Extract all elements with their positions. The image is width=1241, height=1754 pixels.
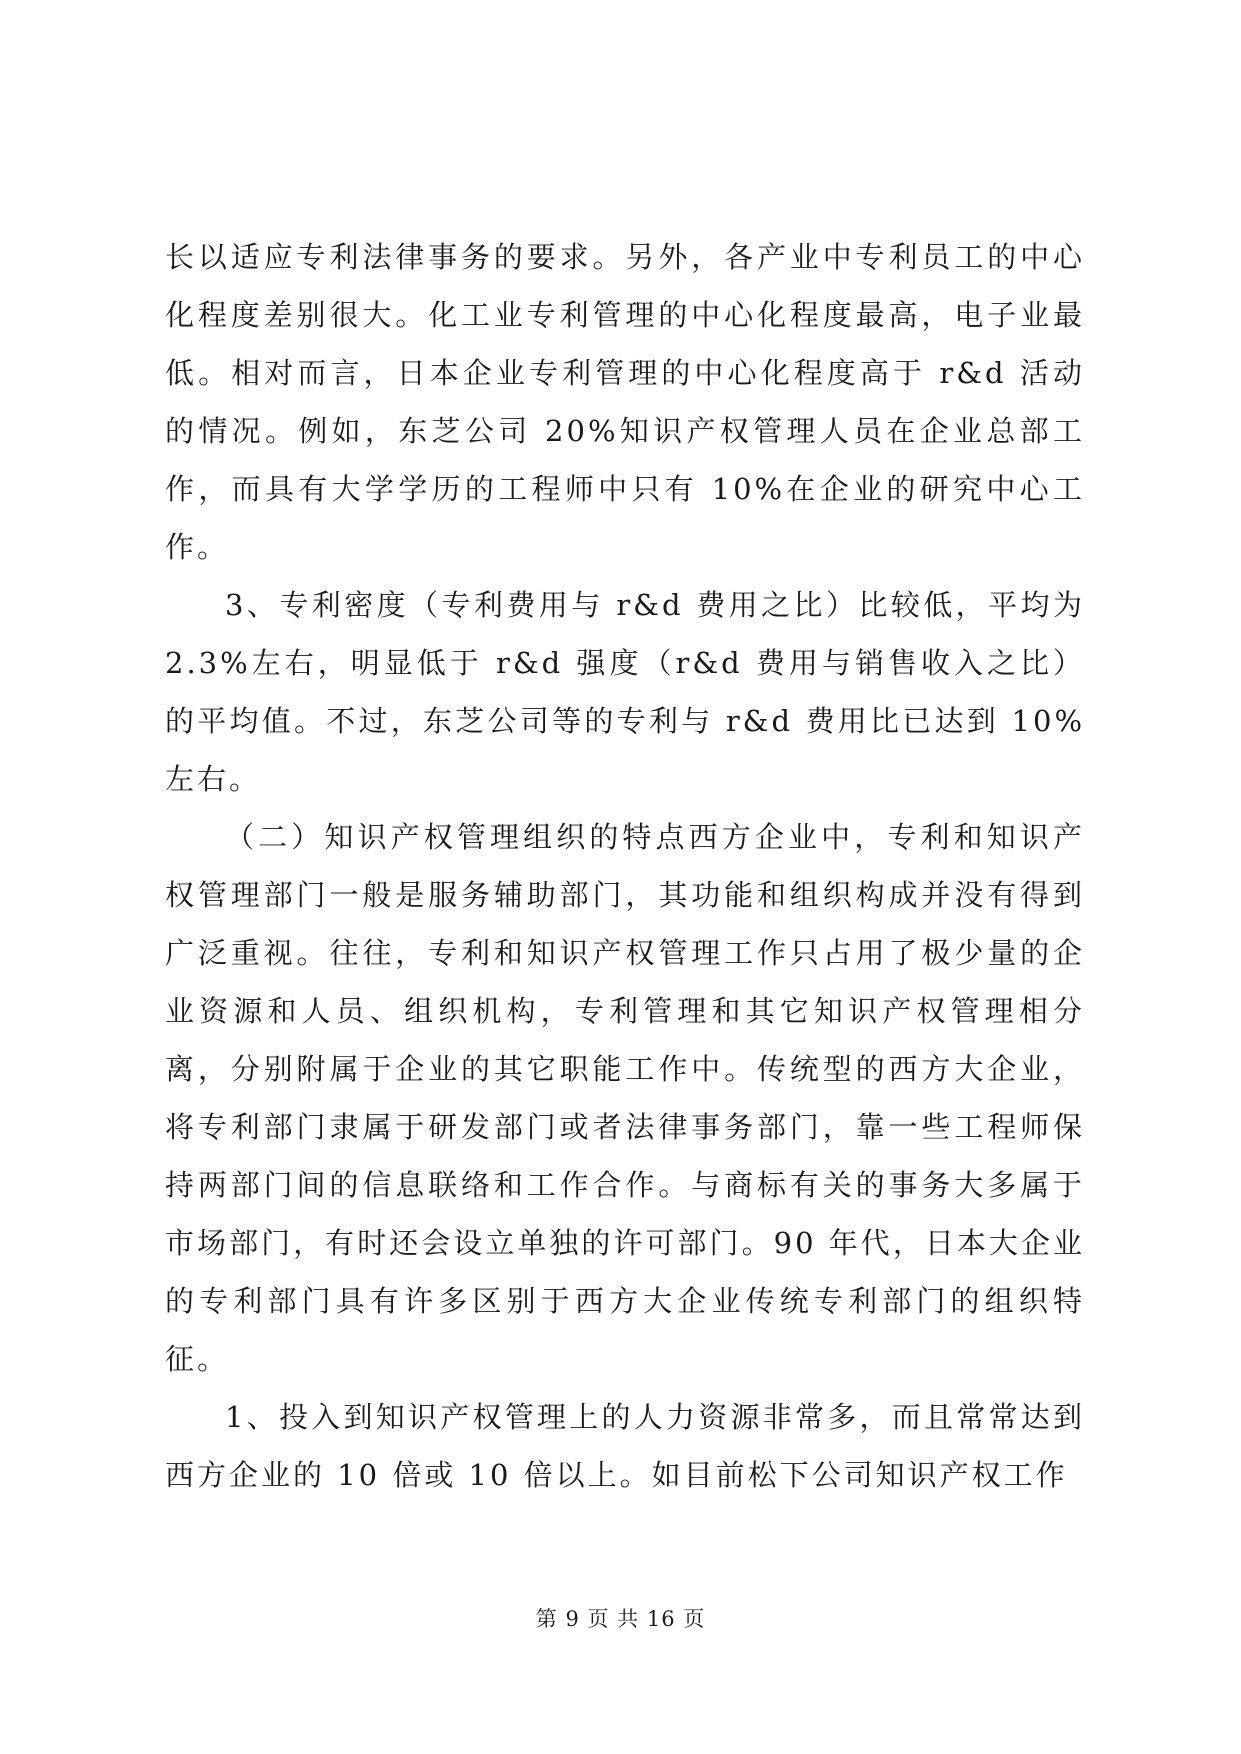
paragraph-ip-organization: （二）知识产权管理组织的特点西方企业中，专利和知识产权管理部门一般是服务辅助部门，其功能和组织构成并没有得到广泛重视。往往，专利和知识产权管理工作只占用了极少量的企业资源和人员、组织机构，专利管理和其它知识产权管理相分离，分别附属于企业的其它职能工作中。传统型的西方大企业，将专利部门隶属于研发部门或者法律事务部门，靠一些工程师保持两部门间的信息联络和工作合作。与商标有关的事务大多属于市场部门，有时还会设立单独的许可部门。90 年代，日本大企业的专利部门具有许多区别于西方大企业传统专利部门的组织特征。 bbox=[165, 820, 1085, 1376]
page-footer bbox=[0, 1604, 1241, 1634]
document-body bbox=[165, 228, 1085, 1504]
paragraph-continuation: 长以适应专利法律事务的要求。另外，各产业中专利员工的中心化程度差别很大。化工业专利管理的中心化程度最高，电子业最低。相对而言，日本企业专利管理的中心化程度高于 r&d 活动的情况。例如，东芝公司 20%知识产权管理人员在企业总部工作，而具有大学学历的工程师中只有 10%在企业的研究中心工作。 bbox=[165, 240, 1085, 564]
paragraph-patent-density: 3、专利密度（专利费用与 r&d 费用之比）比较低，平均为 2.3%左右，明显低于 r&d 强度（r&d 费用与销售收入之比）的平均值。不过，东芝公司等的专利与 r&d 费用比已达到 10%左右。 bbox=[165, 588, 1085, 796]
page-number-label: 第 9 页 共 16 页 bbox=[535, 1607, 706, 1631]
paragraph-human-resources: 1、投入到知识产权管理上的人力资源非常多，而且常常达到西方企业的 10 倍或 10 倍以上。如目前松下公司知识产权工作 bbox=[165, 1400, 1085, 1492]
